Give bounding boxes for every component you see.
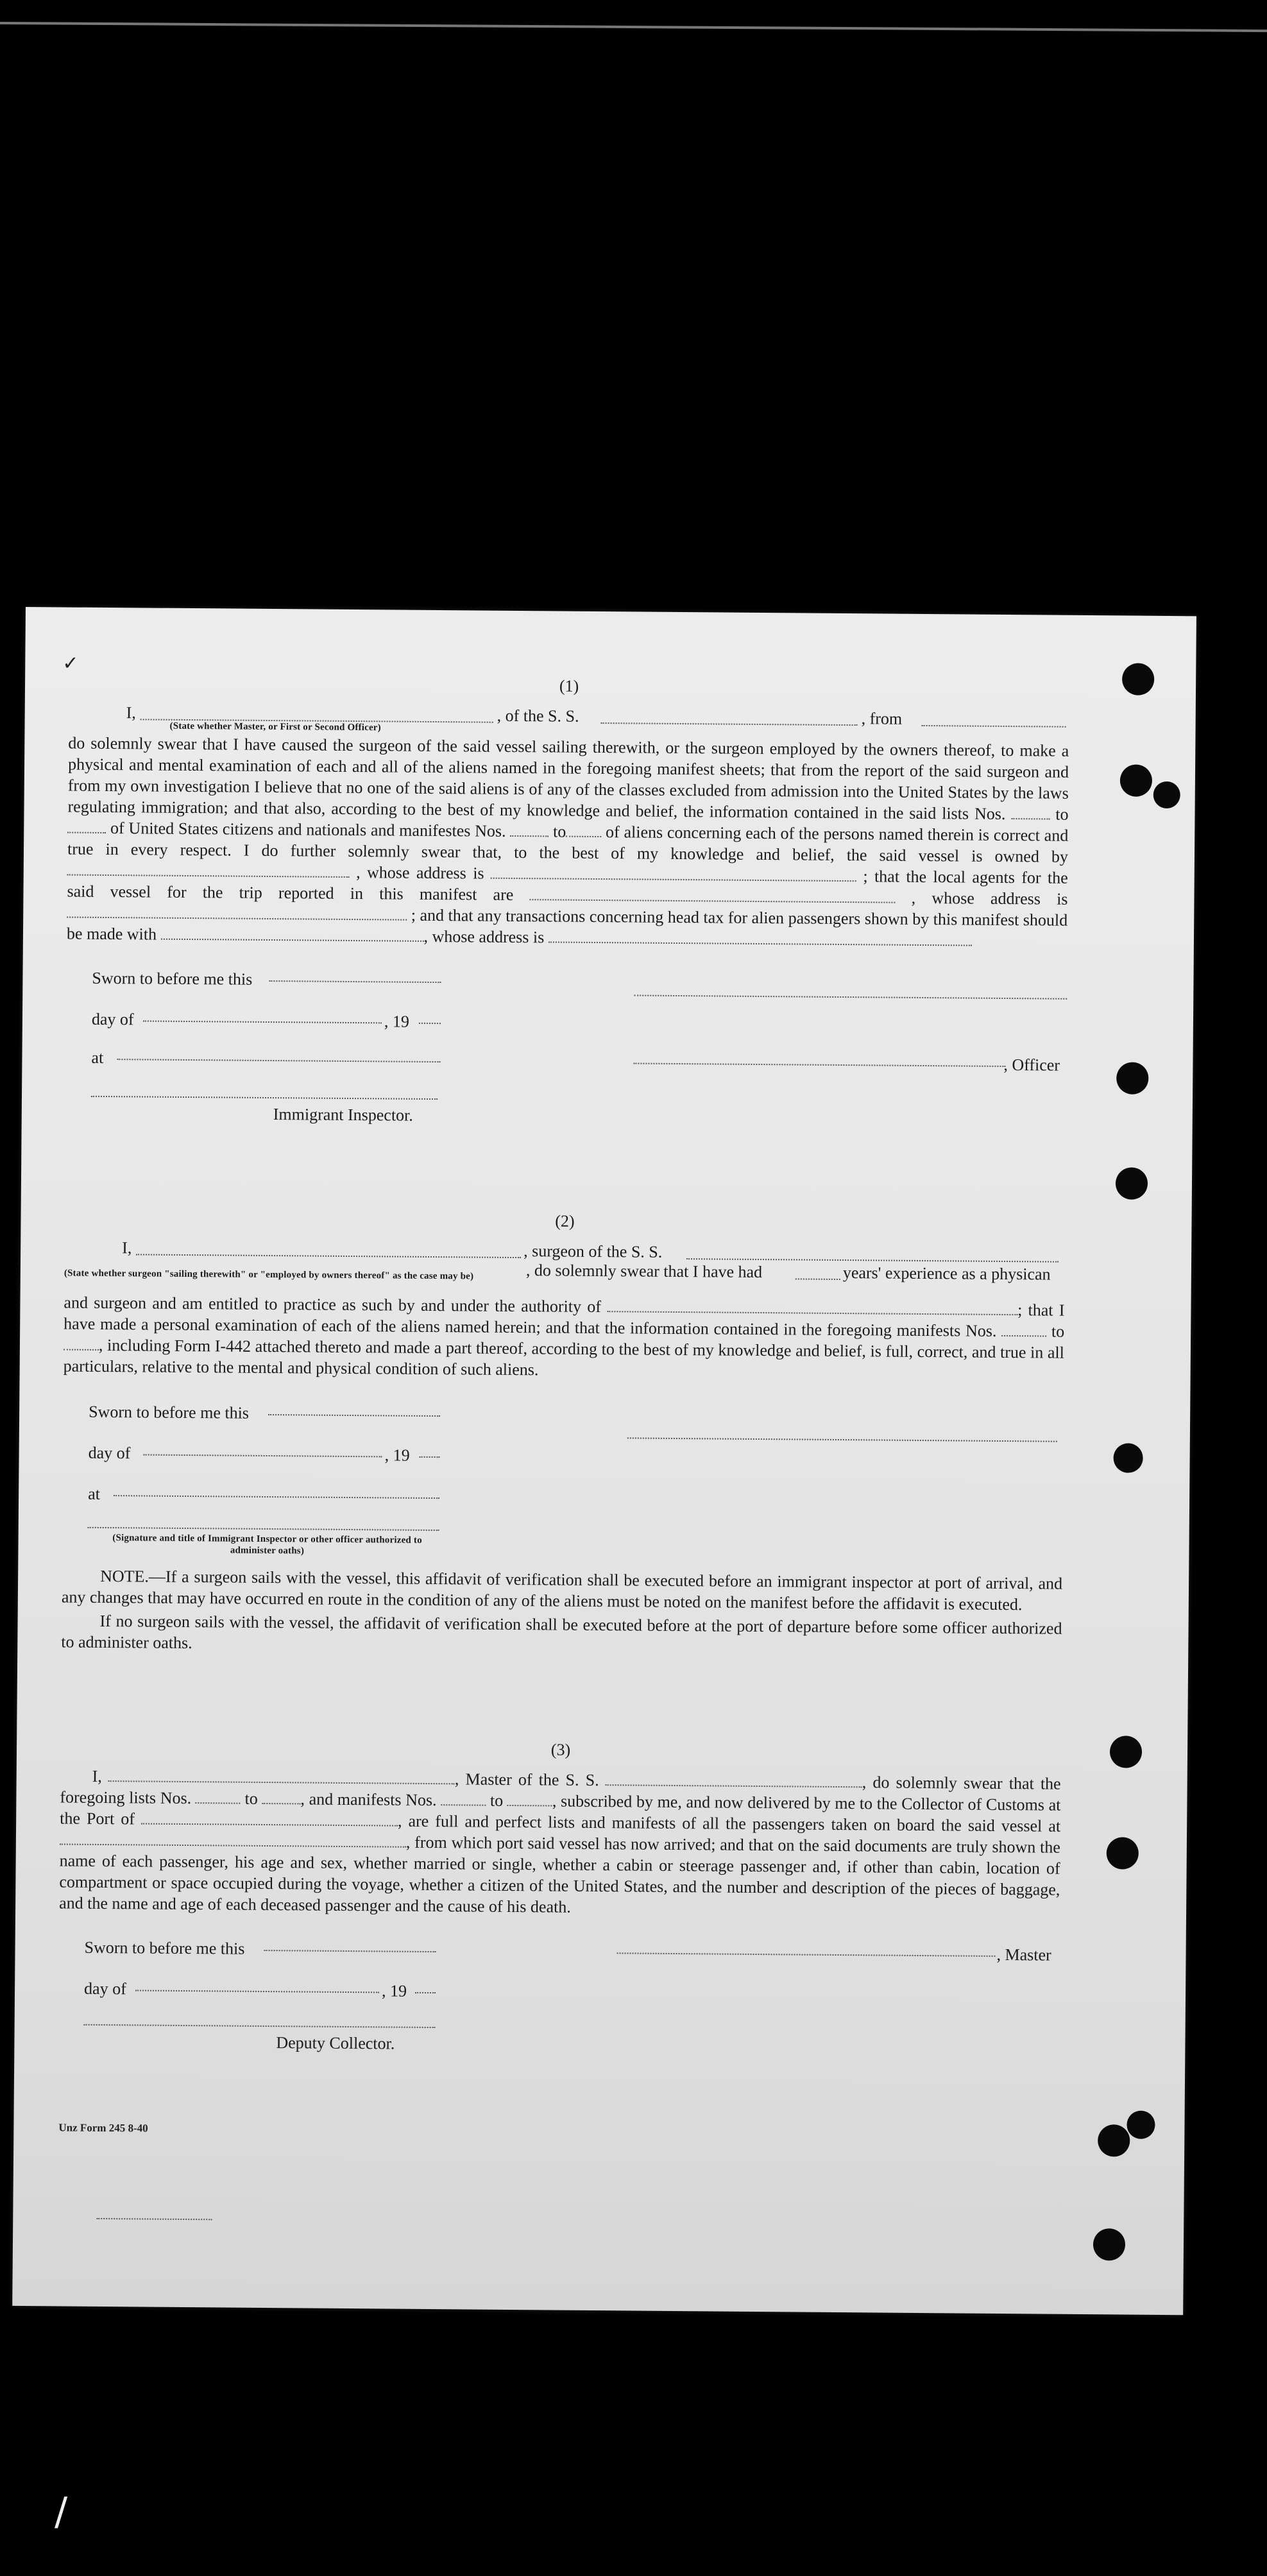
pronoun-label: I, <box>122 1238 132 1258</box>
film-edge-mark: / <box>55 2489 68 2534</box>
to-label: to <box>489 1791 504 1810</box>
subscribed-text: , subscribed by me, and now delivered by me to the <box>552 1791 897 1813</box>
stray-dotted-line <box>96 2218 212 2220</box>
at-place-field[interactable] <box>114 1495 439 1499</box>
manifests-to-field[interactable] <box>64 1337 99 1350</box>
officer-label: , Officer <box>1003 1055 1060 1075</box>
manifests-from-field[interactable] <box>1001 1324 1046 1337</box>
to-label: to <box>553 822 566 841</box>
at-label: at <box>88 1484 101 1503</box>
at-label: at <box>91 1048 104 1067</box>
manifests-to-field[interactable] <box>507 1793 552 1807</box>
note-paragraph: NOTE.—If a surgeon sails with the vessel, this affidavit of verification shall be executed before an immigrant inspector at port of arrival, and any changes that may have occurred en route in the condition of any of the aliens must be noted on the manifest before the affidavit is executed. <box>61 1566 1063 1614</box>
punch-hole <box>1116 1062 1148 1094</box>
surgeon-sub-label: (State whether surgeon "sailing therewith" or "employed by owners thereof" as the case may be) <box>64 1268 474 1282</box>
manifests-from-field[interactable] <box>441 1793 486 1806</box>
sworn-date-field[interactable] <box>264 1950 436 1952</box>
authority-field[interactable] <box>607 1299 1017 1315</box>
year-field[interactable] <box>419 1023 441 1024</box>
check-mark: ✓ <box>62 653 79 674</box>
agents-field[interactable] <box>529 887 895 903</box>
port-field[interactable] <box>141 1811 398 1826</box>
year-label: , 19 <box>384 1012 410 1031</box>
departure-port-field[interactable] <box>60 1832 406 1847</box>
year-label: , 19 <box>384 1446 410 1465</box>
lists-to-field[interactable] <box>67 821 106 833</box>
full-text: , are full and perfect lists and manifests of all the passengers <box>397 1811 825 1834</box>
pronoun-label: I, <box>126 703 136 722</box>
section-number: (3) <box>550 1740 571 1759</box>
section-2-surgeon-affidavit: (2) I, , surgeon of the S. S. (State whether surgeon "sailing therewith" or "employed by owners thereof" as the case may be) , do solemnly swear that I have had years' experience as a physican and surgeon and am entitled to practice as such by and under the authority of ; that I have made a personal examination of each of the aliens named herein; and that the information contained in the foregoing manifests Nos. to , including Form I-442 attached thereto and made a part thereof, according to the best of my knowledge and belief, is full, correct, and true in all particulars, relative to the mental and physical condition of such aliens. Sworn to before me this day of , 19 at (Signature and title of Immigrant Inspector or other officer authorized to administer oaths) NOTE.—If a surgeon sails with the vessel, this affidavit of verification shall be executed before an immigrant inspector at port of arrival, and any changes that may have occurred en route in the condition of any of the aliens must be noted on the manifest before the affidavit is executed. If no surgeon sails with the vessel, the affidavit of verification shall be executed before at the port of departure before some officer authorized to administer oaths. <box>61 1207 1065 1660</box>
years-field[interactable] <box>795 1267 840 1280</box>
agents-text: ; that the local agents for the said vessel for the trip reported in this manifest are <box>67 867 1068 904</box>
surgeon-signature-line[interactable] <box>627 1437 1057 1442</box>
body-text: do solemnly swear that I have caused the surgeon of the said vessel sailing therewith, or the surgeon employed by the owners thereof, to make a physical and mental examination of each and all of the aliens named in the foregoing manifest sheets; that from the report of the said surgeon and from my own investigation I believe that no one of the said aliens is of any of the classes excluded from admission into the United States by the laws regulating immigration; and that also, according to the best of my knowledge and belief, the information contained in the said lists Nos. <box>67 733 1069 824</box>
surgeon-of-ss-label: , surgeon of the S. S. <box>523 1241 663 1261</box>
film-edge-line <box>0 22 1267 32</box>
to-label: to <box>244 1789 258 1808</box>
note-block <box>61 1565 1062 1660</box>
transactions-text: ; and that any transactions concerning head tax for alien passengers shown by this manifest should be made with <box>66 905 1068 944</box>
owner-field[interactable] <box>67 863 350 878</box>
lists-to-field[interactable] <box>262 1791 300 1804</box>
sworn-date-field[interactable] <box>268 1414 440 1417</box>
section-1-master-affidavit: (1) I, , of the S. S. , from (State whether Master, or First or Second Officer) do solemnly swear that I have caused the surgeon of the said vessel sailing therewith, or the surgeon employed by the owners thereof, to make a physical and mental examination of each and all of the aliens named in the foregoing manifest sheets; that from the report of the said surgeon and from my own investigation I believe that no one of the said aliens is of any of the classes excluded from admission into the United States by the laws regulating immigration; and that also, according to the best of my knowledge and belief, the information contained in the said lists Nos. to of United States citizens and nationals and manifestes Nos. to of aliens concerning each of the persons named therein is correct and true in every respect. I do further solemnly swear that, to the best of my knowledge and belief, the said vessel is owned by , whose address is ; that the local agents for the said vessel for the trip reported in this manifest are , whose address is ; and that any transactions concerning head tax for alien passengers shown by this manifest should be made with , whose address is Sworn to before me this day of , 19 at , Officer Immigrant Inspector. <box>65 672 1069 1168</box>
sworn-label: Sworn to before me this <box>89 1402 250 1422</box>
lists-from-field[interactable] <box>1011 806 1050 819</box>
day-of-label: day of <box>83 1979 126 1999</box>
day-of-label: day of <box>88 1443 131 1463</box>
form-identifier: Unz Form 245 8-40 <box>58 2121 148 2135</box>
lists-from-field[interactable] <box>196 1791 241 1804</box>
body-text: , including Form I-442 attached thereto and made a part thereof, according to the best of my knowledge and belief, is full, correct, and true in all particulars, relative to the mental and physical condition of such aliens. <box>63 1335 1065 1379</box>
punch-hole <box>1116 1167 1148 1199</box>
sworn-label: Sworn to before me this <box>84 1938 245 1958</box>
punch-hole <box>1093 2228 1125 2260</box>
master-name-field[interactable] <box>108 1769 455 1784</box>
punch-hole <box>1122 663 1154 695</box>
foregoing-text: that the foregoing lists Nos. <box>60 1774 1061 1808</box>
address-label: , whose address is <box>356 863 484 883</box>
manifests-text: , and manifests Nos. <box>300 1789 437 1810</box>
sworn-label: Sworn to before me this <box>92 968 253 989</box>
years-text: years' experience as a physican <box>842 1263 1051 1284</box>
punch-hole <box>1098 2124 1130 2156</box>
body-text: of aliens concerning each of the persons named therein is correct and true in every respect. I do further solemnly swear that, to the best of my knowledge and belief, the said vessel is owned by <box>67 823 1069 866</box>
inspector-label: Immigrant Inspector. <box>273 1105 413 1125</box>
master-ss-label: , Master of the S. S. <box>454 1770 599 1790</box>
from-port-field[interactable] <box>922 713 1066 728</box>
year-label: , 19 <box>381 1981 407 2000</box>
citizens-text: of United States citizens and nationals and manifestes Nos. <box>110 819 506 840</box>
inspector-signature-line[interactable] <box>88 1527 439 1531</box>
punch-hole <box>1107 1837 1139 1869</box>
signature-sub-label: (Signature and title of Immigrant Inspector or other officer authorized to administer oaths) <box>112 1533 422 1557</box>
punch-hole <box>1153 781 1180 808</box>
of-ss-label: , of the S. S. <box>497 706 579 726</box>
vessel-name-field[interactable] <box>686 1247 1059 1263</box>
vessel-name-field[interactable] <box>601 711 858 726</box>
section-number: (1) <box>559 676 579 695</box>
deputy-label: Deputy Collector. <box>276 2033 395 2053</box>
deputy-signature-line[interactable] <box>84 2024 436 2028</box>
pronoun-label: I, <box>92 1766 102 1786</box>
to-label: to <box>1051 1322 1065 1341</box>
address-label: whose address is <box>432 926 545 947</box>
punch-hole <box>1127 2111 1155 2139</box>
body-text: that I have made a personal examination of each of the aliens named herein; and that the information contained in the foregoing manifests Nos. <box>64 1301 1065 1340</box>
master-label: , Master <box>996 1945 1051 1965</box>
body-text: that on the said documents are truly shown the name of each passenger, his age and sex, whether married or single, whether a cabin or steerage passenger and, if other than cabin, location of compartment or space occupied during the voyage, whether a citizen of the United States, and the number and description of the pieces of baggage, and the name and age of each deceased passenger and the cause of his death. <box>59 1835 1060 1916</box>
inspector-signature-line[interactable] <box>91 1096 438 1100</box>
punch-hole <box>1110 1736 1142 1768</box>
head-tax-agent-field[interactable] <box>161 927 424 942</box>
officer-sub-label: (State whether Master, or First or Second Officer) <box>169 721 381 733</box>
day-of-label: day of <box>91 1009 134 1029</box>
day-of-field[interactable] <box>144 1454 382 1457</box>
day-of-field[interactable] <box>143 1020 382 1023</box>
punch-hole <box>1120 764 1152 796</box>
taken-text: taken on board the said vessel at <box>831 1814 1061 1836</box>
vessel-name-field[interactable] <box>606 1773 862 1787</box>
section-3-master-collector-affidavit <box>58 1735 1061 2104</box>
punch-hole <box>1113 1443 1143 1472</box>
collector-text: Collector of Customs at the Port of <box>60 1794 1061 1829</box>
manifests-to-field[interactable] <box>566 824 601 837</box>
from-label: , from <box>861 709 903 728</box>
officer-name-line[interactable] <box>633 1062 1005 1067</box>
owner-address-field[interactable] <box>491 866 856 882</box>
day-of-field[interactable] <box>135 1990 379 1993</box>
year-field[interactable] <box>420 1456 440 1458</box>
note-paragraph: If no surgeon sails with the vessel, the affidavit of verification shall be executed before at the port of departure before some officer authorized to administer oaths. <box>61 1611 1062 1653</box>
officer-signature-line[interactable] <box>634 994 1067 999</box>
section-number: (2) <box>555 1211 575 1231</box>
master-signature-line[interactable] <box>617 1952 996 1957</box>
solemnly-text: , do solemnly swear that I have had <box>525 1261 763 1282</box>
head-tax-address-field[interactable] <box>548 930 972 946</box>
arrived-text: , from which port said vessel has now arrived; and <box>405 1832 744 1854</box>
authority-text: and surgeon and am entitled to practice as such by and under the authority of <box>64 1293 602 1317</box>
solemnly-text: , do solemnly swear <box>862 1773 1003 1793</box>
manifests-from-field[interactable] <box>510 824 548 837</box>
agents-address-field[interactable] <box>67 905 407 921</box>
address-label: , whose address is <box>911 888 1068 908</box>
year-field[interactable] <box>415 1992 436 1993</box>
sworn-date-field[interactable] <box>269 980 441 983</box>
surgeon-name-field[interactable] <box>136 1242 521 1258</box>
at-place-field[interactable] <box>117 1059 440 1062</box>
manifest-verification-page <box>12 607 1196 2315</box>
to-label: to <box>1055 805 1069 824</box>
